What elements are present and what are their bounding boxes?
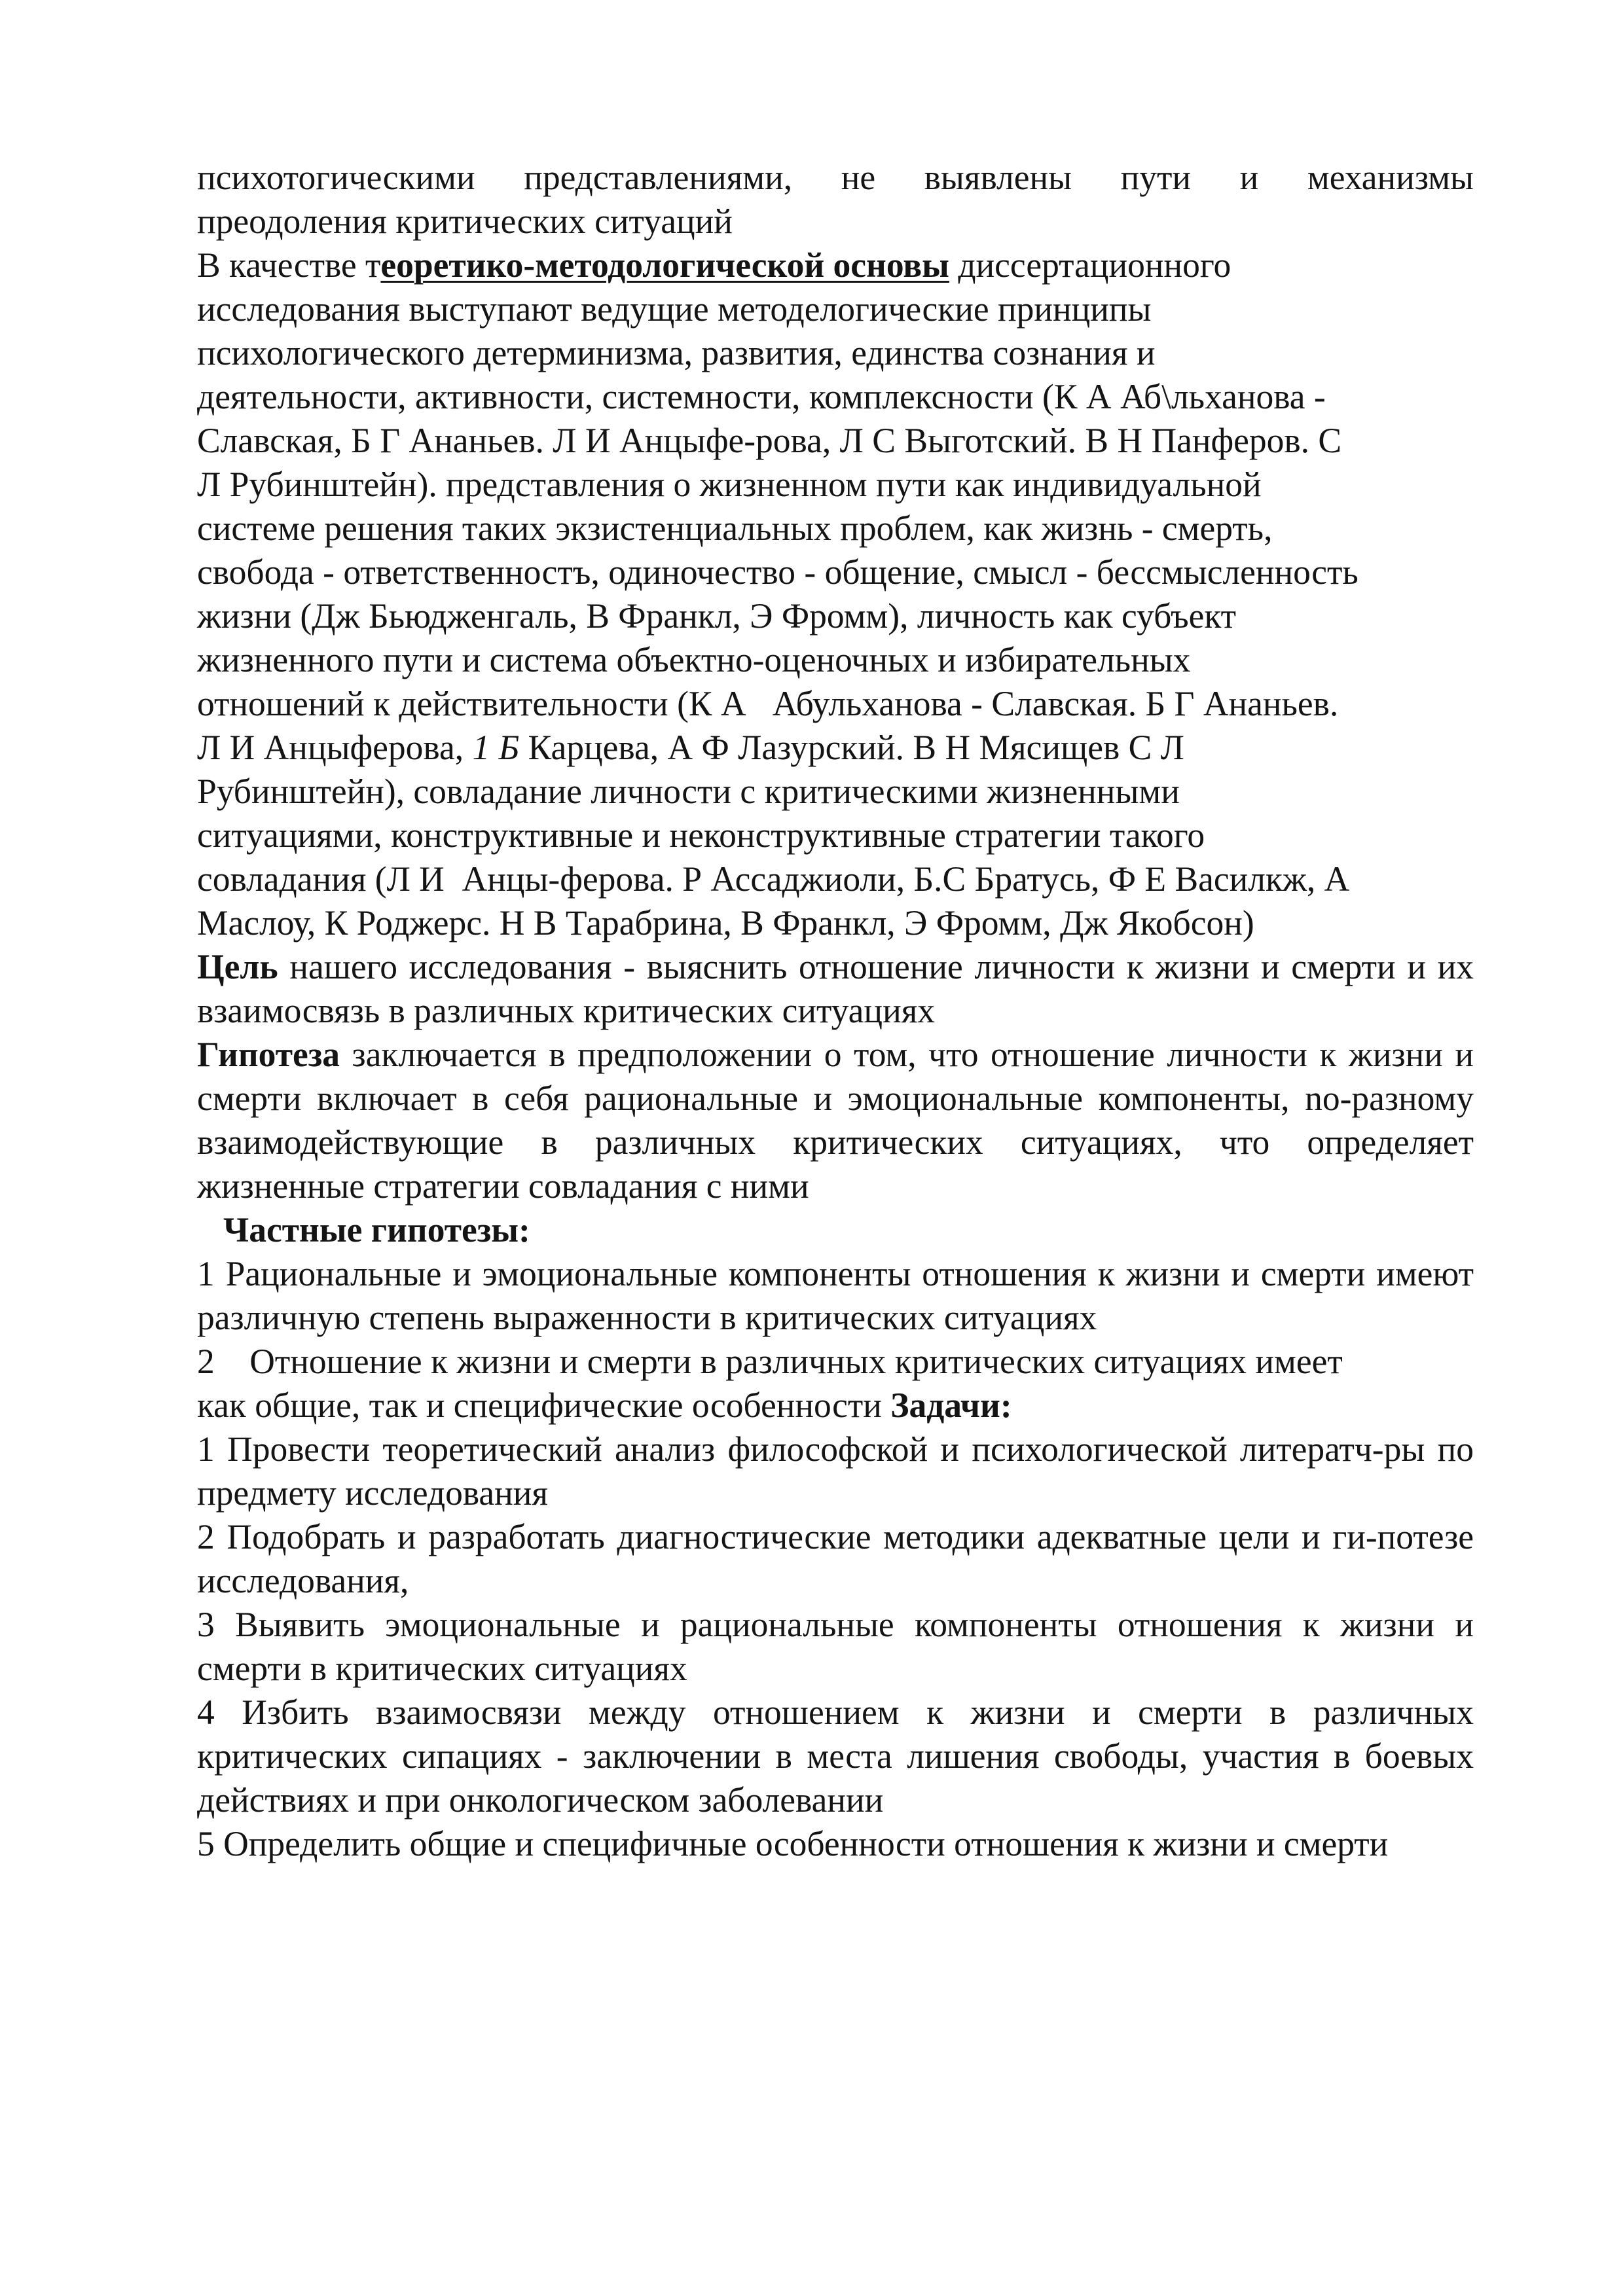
text-line: системе решения таких экзистенциальных проблем, как жизнь - смерть,: [197, 509, 1273, 548]
text-line: преодоления критических ситуаций: [197, 202, 733, 241]
text-line: Маслоу, К Роджерс. Н В Тарабрина, В Франкл, Э Фромм, Дж Якобсон): [197, 903, 1254, 942]
hypothesis-text: заключается в предположении о том, что отношение личности к жизни и смерти включает в себя рациональные и эмоциональные компоненты, no-разному взаимодействующие в различных критических ситуациях, что определяет жизненные стратегии совладания с ними: [197, 1035, 1474, 1206]
text-line: деятельности, активности, системности, комплексности (К А Аб\льханова -: [197, 377, 1326, 416]
text-line: психологического детерминизма, развития, единства сознания и: [197, 333, 1156, 372]
text-line: 2 Отношение к жизни и смерти в различных критических ситуациях имеет: [197, 1342, 1343, 1381]
text-line: [197, 243, 1474, 287]
hypothesis-item-2: [197, 1340, 1474, 1427]
document-page: [197, 156, 1474, 1866]
intro-paragraph: [197, 156, 1474, 243]
hypothesis-item-1: 1 Рациональные и эмоциональные компоненты отношения к жизни и смерти имеют различную степень выраженности в критических ситуациях: [197, 1254, 1474, 1337]
text-segment: Л И Анцыферова,: [197, 728, 473, 767]
text-segment: диссертационного: [949, 245, 1231, 285]
text-line: совладания (Л И Анцы-ферова. Р Ассаджиоли, Б.С Братусь, Ф Е Василкж, А: [197, 859, 1350, 899]
theoretical-basis-paragraph: [197, 243, 1474, 945]
partial-hypotheses-heading: [197, 1208, 1474, 1252]
text-line: исследования выступают ведущие методелогические принципы: [197, 289, 1152, 329]
task-item-1: 1 Провести теоретический анализ философской и психологической литератч-ры по предмету исследования: [197, 1429, 1474, 1513]
text-line: Л Рубинштейн). представления о жизненном пути как индивидуальной: [197, 465, 1262, 504]
text-line: [197, 1384, 1474, 1427]
partial-hypotheses-title: Частные гипотезы:: [223, 1210, 530, 1249]
text-line: жизни (Дж Бьюдженгаль, В Франкл, Э Фромм), личность как субъект: [197, 596, 1237, 636]
basis-bold-term: еоретико-методологической основы: [380, 245, 949, 285]
hypothesis-paragraph: [197, 1033, 1474, 1208]
text-line: жизненного пути и система объектно-оценочных и избирательных: [197, 640, 1191, 679]
text-line: Рубинштейн), совладание личности с критическими жизненными: [197, 772, 1180, 811]
tasks-label: Задачи:: [890, 1386, 1012, 1425]
text-segment: как общие, так и специфические особенности: [197, 1386, 891, 1425]
task-item-2: 2 Подобрать и разработать диагностические методики адекватные цели и ги-потезе исследования,: [197, 1517, 1474, 1600]
text-segment: В качестве т: [197, 245, 381, 285]
text-line: свобода - ответственностъ, одиночество - общение, смысл - бессмысленность: [197, 552, 1359, 592]
goal-label: Цель: [197, 947, 278, 986]
italic-segment: 1 Б: [472, 728, 520, 767]
task-item-4: 4 Избить взаимосвязи между отношением к жизни и смерти в различных критических сипациях - заключении в места лишения свободы, участия в боевых действиях и при онкологическом заболевании: [197, 1693, 1474, 1820]
text-segment: Карцева, А Ф Лазурский. В Н Мясищев С Л: [519, 728, 1184, 767]
task-item-5: 5 Определить общие и специфичные особенности отношения к жизни и смерти: [197, 1824, 1389, 1863]
text-line: отношений к действительности (К А Абульханова - Славская. Б Г Ананьев.: [197, 684, 1339, 723]
hypothesis-label: Гипотеза: [197, 1035, 340, 1074]
text-line: психотогическими представлениями, не выявлены пути и механизмы: [197, 158, 1474, 197]
goal-text: нашего исследования - выяснить отношение личности к жизни и смерти и их взаимосвязь в различных критических ситуациях: [197, 947, 1474, 1030]
text-line: ситуациями, конструктивные и неконструктивные стратегии такого: [197, 816, 1205, 855]
goal-paragraph: [197, 945, 1474, 1033]
text-line: Славская, Б Г Ананьев. Л И Анцыфе-рова, Л С Выготский. В Н Панферов. С: [197, 421, 1342, 460]
text-line: [197, 726, 1474, 770]
task-item-3: 3 Выявить эмоциональные и рациональные компоненты отношения к жизни и смерти в критических ситуациях: [197, 1605, 1474, 1688]
